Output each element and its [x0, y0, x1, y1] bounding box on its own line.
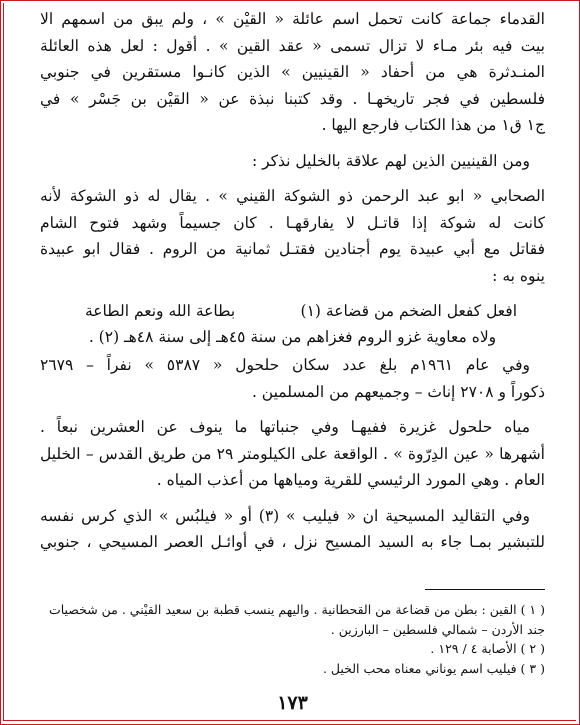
text-line: ج١ ق١ من هذا الكتاب فارجع اليها .	[321, 116, 545, 134]
paragraph-2	[40, 148, 545, 175]
text-line: كانت له شوكة إذا قاتـل لا يفارقهـا . كان جسيماً وشهد فتوح الشام	[40, 213, 545, 232]
text-line: وفي التقاليد المسيحية ان « فيليب » (٣) أو « فيلبُس » الذي كرس نفسه	[40, 506, 530, 525]
footnote-line: ( ٣ ) فيليب اسم يوناني معناه محب الخيل .	[322, 660, 545, 676]
footnotes	[40, 600, 545, 678]
poem-verse	[40, 298, 545, 324]
text-line: بيت فيه بئر مـاء لا تزال تسمى « عقد القين » . أقول : لعل هذه العائلة	[40, 36, 545, 55]
footnote-separator	[425, 589, 545, 590]
footnote-line: جند الأردن – شمالي فلسطين – البارزين .	[330, 621, 545, 637]
text-line: الصحابي « ابو عبد الرحمن ذو الشوكة القيني » . يقال له ذو الشوكة لأنه	[40, 187, 545, 205]
text-line: فقاتل مع أبي عبيدة يوم أجنادين فقتـل ثمانية من الروم . فقال ابو عبيدة	[40, 240, 545, 258]
footnote-line: ( ١ ) القين : بطن من قضاعة من القحطانية . واليهم ينسب قطبة بن سعيد القيْني . من شخصيات	[48, 602, 545, 617]
text-line: أشهرها « عين الدِرّوة » . الواقعة على الكيلومتر ٢٩ من طريق القدس – الخليل	[40, 444, 545, 463]
paragraph-3	[40, 183, 545, 289]
page-number: ١٧٣	[277, 692, 308, 714]
text-line: العام . وهي المورد الرئيسي للقرية ومياهها من أعذب المياه .	[156, 471, 545, 489]
text-line: للتبشير بمـا جاء به السيد المسيح نزل ، في أوائـل العصر المسيحي ، جنوبي	[40, 533, 545, 551]
verse-second-hemistich: بطاعة الله ونعم الطاعة	[85, 302, 236, 320]
paragraph-4	[40, 324, 545, 352]
paragraph-6	[40, 414, 545, 494]
text-line: وفي عام ١٩٦١م بلغ عدد سكان حلحول « ٥٣٨٧ » نفراً – ٢٦٧٩	[40, 356, 530, 374]
paragraph-7	[40, 503, 545, 556]
text-line: مياه حلحول غزيرة ففيهـا وفي جنباتها ما ينوف عن العشرين نبعاً .	[40, 418, 530, 436]
text-line: المنـدثرة هي من أحفاد « القينيين » الذين كانـوا مستقرين في جنوبي	[40, 63, 545, 81]
text-line: فلسطين في فجر تاريخهـا . وقد كتبنا نبذة عن « القيْن بن جَسْر » في	[40, 89, 545, 108]
text-line: ذكوراً و ٢٧٠٨ إناث – وجميعهم من المسلمين .	[251, 382, 545, 401]
paragraph-5	[40, 352, 545, 405]
text-line: القدماء جماعة كانت تحمل اسم عائلة « القيْن » ، ولم يبق من اسمهم الا	[40, 10, 545, 28]
text-line: ومن القينيين الذين لهم علاقة بالخليل نذكر :	[251, 151, 530, 170]
document-page	[40, 6, 545, 714]
paragraph-1	[40, 6, 545, 139]
verse-first-hemistich: افعل كفعل الضخم من قضاعة (١)	[300, 302, 517, 320]
text-line: ينوه به :	[492, 266, 545, 285]
text-line: ولاه معاوية غزو الروم فغزاهم من سنة ٤٥هـ إلى سنة ٤٨هـ (٢) .	[88, 328, 497, 346]
footnote-line: ( ٢ ) الأصابة ٤ / ١٢٩ .	[430, 641, 545, 656]
